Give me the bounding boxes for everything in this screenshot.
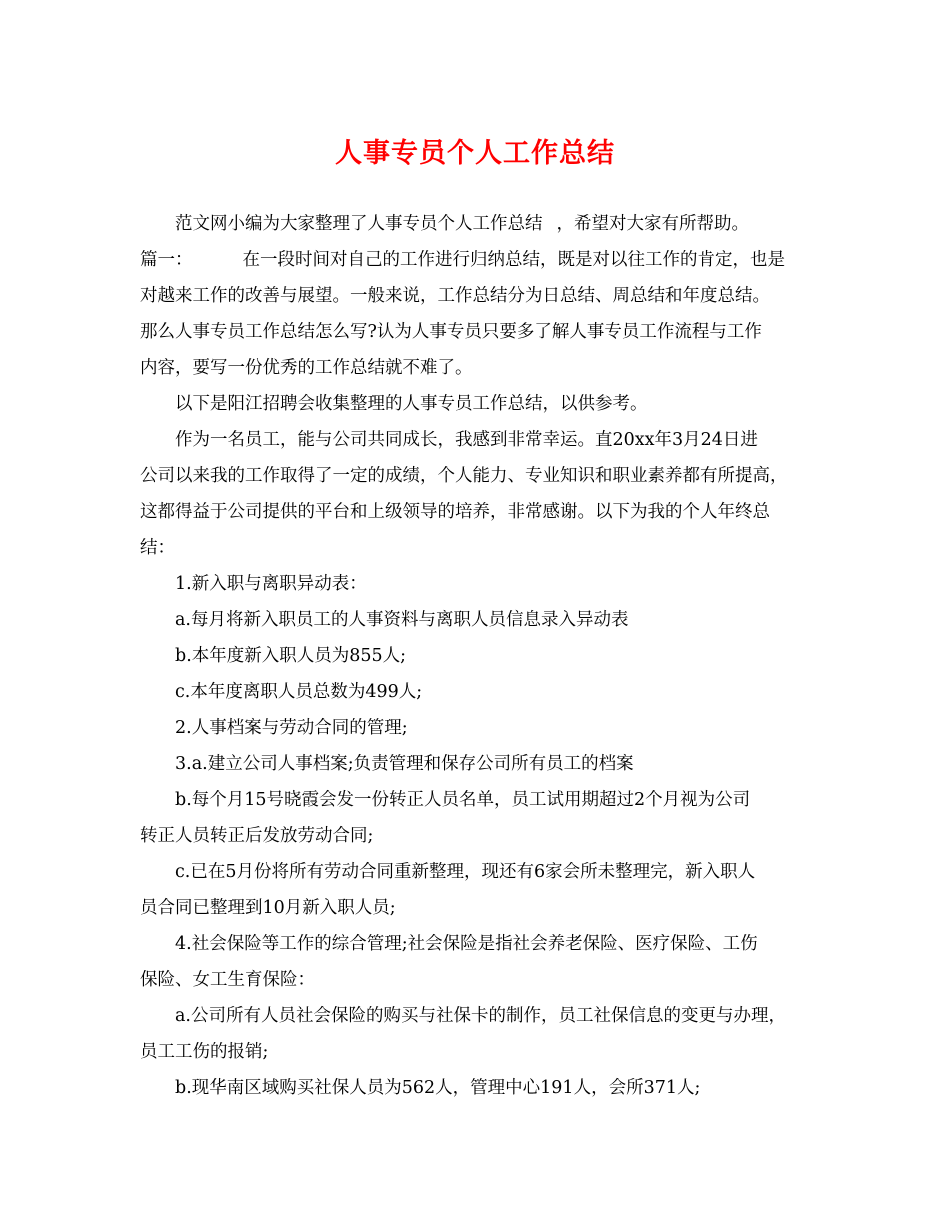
list-item: b.每个月15号晓霞会发一份转正人员名单，员工试用期超过2个月视为公司 <box>175 790 751 810</box>
paragraph-line: 结： <box>140 538 175 558</box>
paragraph-line <box>140 242 840 278</box>
paragraph-line: 作为一名员工，能与公司共同成长，我感到非常幸运。直20xx年3月24日进 <box>175 430 758 450</box>
paragraph-line: 保险、女工生育保险： <box>140 970 315 990</box>
paragraph-line <box>140 206 840 242</box>
list-item: c.本年度离职人员总数为499人; <box>175 682 423 702</box>
paragraph-line: 员合同已整理到10月新入职人员; <box>140 898 396 918</box>
paragraph-line: 公司以来我的工作取得了一定的成绩，个人能力、专业知识和职业素养都有所提高， <box>140 466 788 486</box>
list-item: 4.社会保险等工作的综合管理;社会保险是指社会养老保险、医疗保险、工伤 <box>175 934 758 954</box>
list-item: b.现华南区域购买社保人员为562人，管理中心191人，会所371人; <box>175 1078 701 1098</box>
section-label: 篇一： <box>140 250 193 270</box>
paragraph-line: 那么人事专员工作总结怎么写?认为人事专员只要多了解人事专员工作流程与工作 <box>140 322 762 342</box>
paragraph-line: 员工工伤的报销; <box>140 1042 269 1062</box>
list-item: b.本年度新入职人员为855人; <box>175 646 407 666</box>
line-text-suffix: ，希望对大家有所帮助。 <box>556 214 749 234</box>
list-item: c.已在5月份将所有劳动合同重新整理，现还有6家会所未整理完，新入职人 <box>175 862 756 882</box>
paragraph-line: 这都得益于公司提供的平台和上级领导的培养，非常感谢。以下为我的个人年终总 <box>140 502 770 522</box>
list-item: a.公司所有人员社会保险的购买与社保卡的制作，员工社保信息的变更与办理， <box>175 1006 786 1026</box>
paragraph-line: 以下是阳江招聘会收集整理的人事专员工作总结，以供参考。 <box>175 394 648 414</box>
list-item: 1.新入职与离职异动表： <box>175 574 367 594</box>
line-text: 在一段时间对自己的工作进行归纳总结，既是对以往工作的肯定，也是 <box>242 250 785 270</box>
list-item: a.每月将新入职员工的人事资料与离职人员信息录入异动表 <box>175 610 629 630</box>
document-body <box>140 206 840 1106</box>
list-item: 2.人事档案与劳动合同的管理; <box>175 718 408 738</box>
paragraph-line: 转正人员转正后发放劳动合同; <box>140 826 374 846</box>
line-text: 范文网小编为大家整理了人事专员个人工作总结 <box>175 214 543 234</box>
paragraph-line: 内容，要写一份优秀的工作总结就不难了。 <box>140 358 473 378</box>
document-title: 人事专员个人工作总结 <box>335 138 615 169</box>
paragraph-line: 对越来工作的改善与展望。一般来说，工作总结分为日总结、周总结和年度总结。 <box>140 286 770 306</box>
list-item: 3.a.建立公司人事档案;负责管理和保存公司所有员工的档案 <box>175 754 634 774</box>
